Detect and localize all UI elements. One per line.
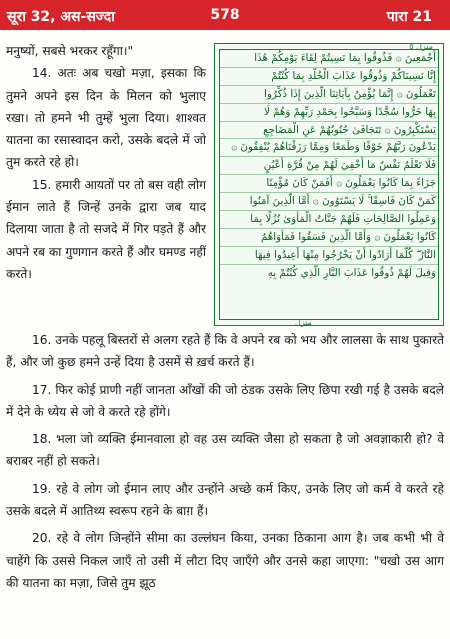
arabic-line: النَّارُ ۖ كُلَّمَا أَرَادُوا أَنْ يَخْرُجُوا مِنْهَا أُعِيدُوا فِيهَا <box>220 247 438 265</box>
verse-paragraph: 18. भला जो व्यक्ति ईमानवाला हो वह उस व्यक्ति जैसा हो सकता है जो अवज्ञाकारी हो? वे बराबर नहीं हो सकते। <box>6 432 444 469</box>
arabic-line: بِهَا خَرُّوا سُجَّدًا وَسَبَّحُوا بِحَمْدِ رَبِّهِمْ وَهُمْ لَا <box>220 104 438 122</box>
arabic-line: إِنَّا نَسِينَاكُمْ وَذُوقُوا عَذَابَ الْخُلْدِ بِمَا كُنْتُمْ <box>220 68 438 86</box>
arabic-line: جَزَاءً بِمَا كَانُوا يَعْمَلُونَ ۞ أَفَمَنْ كَانَ مُؤْمِنًا <box>220 175 438 193</box>
verse-paragraph: 17. फिर कोई प्राणी नहीं जानता आँखों की जो ठंडक उसके लिए छिपा रखी गई है उसके बदले में देने के ध्येय से जो वे करते रहे होंगे। <box>6 382 444 419</box>
arabic-line: أَجْمَعِينَ ۞ فَذُوقُوا بِمَا نَسِيتُمْ لِقَاءَ يَوْمِكُمْ هَٰذَا <box>220 50 438 68</box>
verse-paragraph: 20. रहे वे लोग जिन्होंने सीमा का उल्लंघन किया, उनका ठिकाना आग है। जब कभी भी वे चाहेंगे कि उससे निकल जाएँ तो उसी में लौटा दिए जाएँगे और उनसे कहा जाएगा: "चखो उस आग की यातना का मज़ा, जिसे तुम झूठ <box>6 531 444 590</box>
manzil-marker-bottom: منزل <box>295 318 312 327</box>
left-text-column <box>6 40 206 285</box>
verse-paragraph: मनुष्यों, सबसे भरकर रहूँगा।" <box>6 44 134 58</box>
arabic-line: وَعَمِلُوا الصَّالِحَاتِ فَلَهُمْ جَنَّاتُ الْمَأْوَىٰ نُزُلًا بِمَا <box>220 211 438 229</box>
arabic-line: وَقِيلَ لَهُمْ ذُوقُوا عَذَابَ النَّارِ الَّذِي كُنْتُمْ بِهِ <box>267 266 436 279</box>
surah-title: सूरा 32, अस-सज्दा <box>7 9 115 25</box>
verse-paragraph: 14. अतः अब चखो मज़ा, इसका कि तुमने अपने इस दिन के मिलन को भुलाए रखा। तो हमने भी तुम्हें भुला दिया। शाश्वत यातना का रसास्वादन करो, उसके बदले में जो तुम करते रहे हो। <box>6 66 206 170</box>
arabic-line: كَانُوا يَعْمَلُونَ ۞ وَأَمَّا الَّذِينَ فَسَقُوا فَمَأْوَاهُمُ <box>220 229 438 247</box>
verse-paragraph: 19. रहे वे लोग जो ईमान लाए और उन्होंने अच्छे कर्म किए, उनके लिए जो कर्म वे करते रहे उसके बदले में आतिथ्य स्वरूप रहने के बाग़ हैं। <box>6 481 444 519</box>
arabic-line: كَمَنْ كَانَ فَاسِقًا ۚ لَا يَسْتَوُونَ ۞ أَمَّا الَّذِينَ آمَنُوا <box>220 193 438 211</box>
arabic-line: تَعْمَلُونَ ۞ إِنَّمَا يُؤْمِنُ بِآيَاتِنَا الَّذِينَ إِذَا ذُكِّرُوا <box>220 86 438 104</box>
arabic-text-lines <box>219 49 439 320</box>
arabic-text-panel <box>214 43 444 326</box>
para-label: पारा 21 <box>386 9 432 25</box>
manzil-marker: منزل ٥ <box>409 42 433 51</box>
verse-paragraph: 16. उनके पहलू बिस्तरों से अलग रहते हैं कि वे अपने रब को भय और लालसा के साथ पुकारते हैं, और जो कुछ हमने उन्हें दिया है उसमें से ख़र्च करते हैं। <box>6 333 444 370</box>
arabic-line: يَدْعُونَ رَبَّهُمْ خَوْفًا وَطَمَعًا وَمِمَّا رَزَقْنَاهُمْ يُنْفِقُونَ ۞ <box>220 139 438 157</box>
arabic-line: فَلَا تَعْلَمُ نَفْسٌ مَا أُخْفِيَ لَهُمْ مِنْ قُرَّةِ أَعْيُنٍ <box>220 157 438 175</box>
arabic-line: يَسْتَكْبِرُونَ ۞ تَتَجَافَىٰ جُنُوبُهُمْ عَنِ الْمَضَاجِعِ <box>220 122 438 140</box>
page-header <box>0 0 450 30</box>
full-width-text <box>6 329 444 599</box>
verse-paragraph: 15. हमारी आयतों पर तो बस वही लोग ईमान लाते हैं जिन्हें उनके द्वारा जब याद दिलाया जाता है तो सजदे में गिर पड़ते हैं और अपने रब का गुणगान करते हैं और घमण्ड नहीं करते। <box>6 177 206 281</box>
page-number: 578 <box>210 7 240 23</box>
